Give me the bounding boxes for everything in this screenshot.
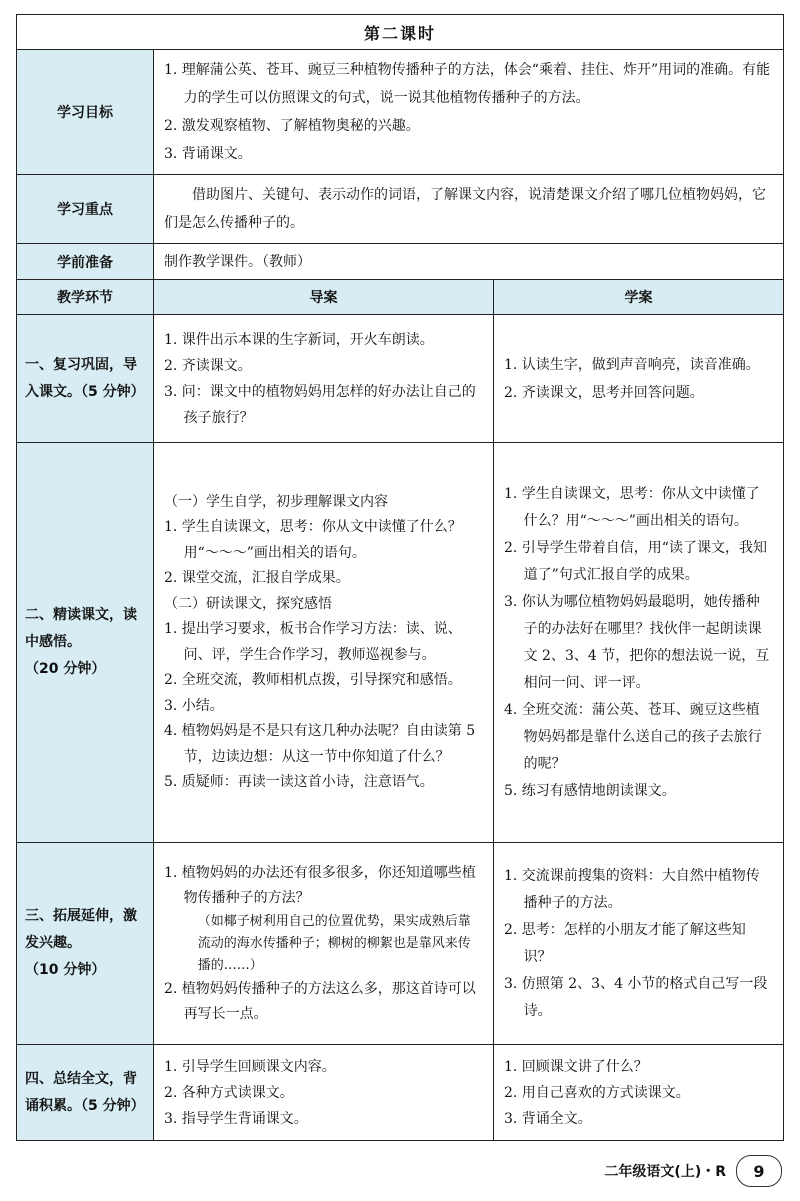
guide-note: （如椰子树利用自己的位置优势，果实成熟后靠流动的海水传播种子；柳树的柳絮也是靠风来传播的……）	[197, 913, 471, 973]
study-item: 1. 认读生字，做到声音响亮，读音准确。	[504, 356, 760, 373]
title-row	[17, 15, 784, 50]
guide-item: 1. 引导学生回顾课文内容。	[164, 1058, 336, 1075]
guide-item: 2. 全班交流，教师相机点拨，引导探究和感悟。	[164, 672, 462, 688]
stage-row	[17, 443, 784, 843]
stage-study	[494, 1045, 784, 1141]
study-item: 1. 交流课前搜集的资料：大自然中植物传播种子的方法。	[504, 867, 760, 911]
study-item: 2. 引导学生带着自信，用“读了课文，我知道了”句式汇报自学的成果。	[504, 539, 767, 583]
objectives-content	[154, 50, 784, 175]
focus-content	[154, 175, 784, 244]
objective-item: 3. 背诵课文。	[164, 146, 252, 162]
stage-study	[494, 443, 784, 843]
stage-guide	[154, 843, 494, 1045]
stage-label-time: （10 分钟）	[25, 962, 106, 978]
guide-item: 3. 小结。	[164, 697, 224, 714]
study-item: 3. 你认为哪位植物妈妈最聪明，她传播种子的办法好在哪里？找伙伴一起朗读课文 2、3、4 节，把你的想法说一说，互相问一问、评一评。	[504, 593, 770, 691]
stage-study	[494, 315, 784, 443]
grade-label: 二年级语文(上)・R	[604, 1164, 726, 1180]
focus-row	[17, 175, 784, 244]
guide-item: （一）学生自学，初步理解课文内容	[164, 493, 388, 510]
guide-item: 1. 学生自读课文，思考：你从文中读懂了什么？用“～～～”画出相关的语句。	[164, 519, 462, 561]
lesson-plan-table	[16, 14, 784, 1141]
objectives-row	[17, 50, 784, 175]
guide-item: 5. 质疑师：再读一读这首小诗，注意语气。	[164, 774, 434, 790]
guide-item: （二）研读课文，探究感悟	[164, 595, 332, 612]
stage-label: 一、复习巩固，导入课文。（5 分钟）	[17, 315, 154, 443]
prep-content	[154, 244, 784, 280]
lesson-title: 第二课时	[17, 15, 784, 50]
study-item: 2. 用自己喜欢的方式读课文。	[504, 1084, 690, 1101]
stage-label-time: （20 分钟）	[25, 661, 106, 677]
guide-item: 3. 指导学生背诵课文。	[164, 1110, 308, 1127]
stage-row	[17, 315, 784, 443]
prep-row	[17, 244, 784, 280]
study-item: 2. 齐读课文，思考并回答问题。	[504, 384, 704, 401]
guide-item: 2. 各种方式读课文。	[164, 1084, 294, 1101]
study-item: 4. 全班交流：蒲公英、苍耳、豌豆这些植物妈妈都是靠什么送自己的孩子去旅行的呢？	[504, 701, 762, 772]
stage-guide	[154, 315, 494, 443]
guide-item: 1. 提出学习要求，板书合作学习方法：读、说、问、评，学生合作学习，教师巡视参与。	[164, 621, 462, 663]
study-item: 2. 思考：怎样的小朋友才能了解这些知识？	[504, 921, 746, 965]
stage-row	[17, 843, 784, 1045]
guide-item: 2. 齐读课文。	[164, 357, 252, 374]
guide-item: 2. 课堂交流，汇报自学成果。	[164, 570, 350, 586]
stage-label-title: 二、精读课文，读中感悟。	[25, 607, 137, 650]
guide-item: 3. 问：课文中的植物妈妈用怎样的好办法让自己的孩子旅行？	[164, 383, 476, 426]
guide-item: 1. 课件出示本课的生字新词，开火车朗读。	[164, 331, 434, 348]
guide-item: 2. 植物妈妈传播种子的方法这么多，那这首诗可以再写长一点。	[164, 980, 476, 1022]
stage-label-title: 三、拓展延伸，激发兴趣。	[25, 908, 137, 951]
study-header: 学案	[494, 280, 784, 315]
objectives-label: 学习目标	[17, 50, 154, 175]
stage-guide	[154, 443, 494, 843]
stage-label	[17, 843, 154, 1045]
focus-label: 学习重点	[17, 175, 154, 244]
page-number: 9	[736, 1155, 782, 1187]
prep-label: 学前准备	[17, 244, 154, 280]
guide-header: 导案	[154, 280, 494, 315]
study-item: 1. 学生自读课文，思考：你从文中读懂了什么？用“～～～”画出相关的语句。	[504, 485, 760, 529]
objective-item: 1. 理解蒲公英、苍耳、豌豆三种植物传播种子的方法，体会“乘着、挂住、炸开”用词的准确。有能力的学生可以仿照课文的句式，说一说其他植物传播种子的方法。	[164, 62, 771, 106]
focus-text: 借助图片、关键句、表示动作的词语，了解课文内容，说清楚课文介绍了哪几位植物妈妈，它们是怎么传播种子的。	[164, 187, 766, 231]
stage-header: 教学环节	[17, 280, 154, 315]
study-item: 1. 回顾课文讲了什么？	[504, 1058, 648, 1075]
guide-item: 4. 植物妈妈是不是只有这几种办法呢？自由读第 5 节，边读边想：从这一节中你知道了什么？	[164, 723, 476, 765]
study-item: 3. 仿照第 2、3、4 小节的格式自己写一段诗。	[504, 975, 768, 1019]
stage-study	[494, 843, 784, 1045]
stage-row	[17, 1045, 784, 1141]
objective-item: 2. 激发观察植物、了解植物奥秘的兴趣。	[164, 118, 420, 134]
stage-guide	[154, 1045, 494, 1141]
header-row	[17, 280, 784, 315]
study-item: 3. 背诵全文。	[504, 1110, 592, 1127]
prep-text: 制作教学课件。（教师）	[164, 253, 311, 270]
guide-item: 1. 植物妈妈的办法还有很多很多，你还知道哪些植物传播种子的方法？	[164, 864, 476, 906]
stage-label: 四、总结全文，背诵积累。（5 分钟）	[17, 1045, 154, 1141]
stage-label	[17, 443, 154, 843]
page-footer	[604, 1153, 782, 1189]
study-item: 5. 练习有感情地朗读课文。	[504, 782, 676, 799]
